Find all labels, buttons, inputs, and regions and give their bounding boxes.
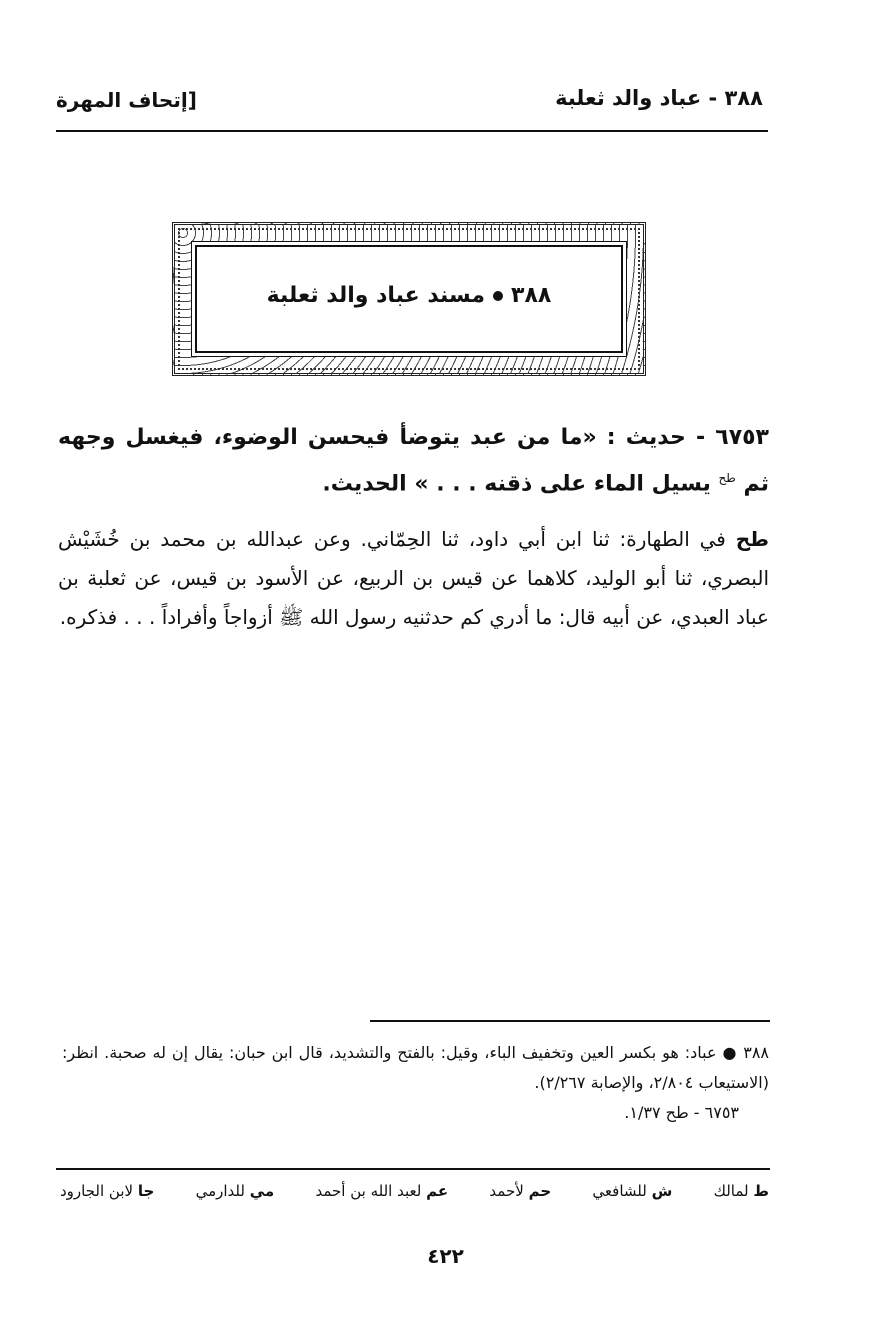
ornamental-frame bbox=[172, 222, 646, 376]
siglum-item: جا لابن الجارود bbox=[60, 1182, 155, 1200]
siglum-item: حم لأحمد bbox=[489, 1182, 552, 1200]
siglum-item: ط لمالك bbox=[713, 1182, 769, 1200]
running-header-section: ٣٨٨ - عباد والد ثعلبة bbox=[555, 86, 763, 110]
siglum-item: عم لعبد الله بن أحمد bbox=[315, 1182, 449, 1200]
hadith-number: ٦٧٥٣ bbox=[715, 425, 769, 450]
sigla-rule bbox=[56, 1168, 770, 1170]
running-header-book-title: [إتحاف المهرة bbox=[56, 88, 197, 112]
sigla-legend bbox=[60, 1182, 769, 1200]
isnad-siglum: طح bbox=[735, 527, 769, 551]
frame-inner-box bbox=[195, 245, 623, 353]
footnote-1: ٣٨٨ ● عباد: هو بكسر العين وتخفيف الباء، وقيل: بالفتح والتشديد، قال ابن حبان: يقال إن له صحبة. انظر: (الاستيعاب ٢/٨٠٤، والإصابة ٢/٢٦٧). bbox=[62, 1043, 769, 1092]
bullet-icon bbox=[493, 291, 503, 301]
musnad-title: مسند عباد والد ثعلبة bbox=[266, 283, 486, 308]
page-number: ٤٢٢ bbox=[427, 1244, 464, 1268]
musnad-number: ٣٨٨ bbox=[511, 283, 552, 308]
siglum-item: مي للدارمي bbox=[195, 1182, 275, 1200]
hadith-intro: - حديث : «ما من عبد يتوضأ فيحسن الوضوء، فيغسل وجهه ثم bbox=[58, 425, 769, 497]
isnad-text: في الطهارة: ثنا ابن أبي داود، ثنا الحِمّاني. وعن عبدالله بن محمد بن خُشَيْش البصري، ثنا أبو الوليد، كلاهما عن قيس بن الربيع، عن الأسود بن قيس، عن ثعلبة بن عباد العبدي، عن أبيه قال: ما أدري كم حدثنيه رسول الله ﷺ أزواجاً وأفراداً . . . فذكره. bbox=[58, 527, 769, 629]
header-rule bbox=[56, 130, 768, 132]
siglum-mark: طح bbox=[718, 471, 736, 485]
footnote-rule bbox=[370, 1020, 770, 1022]
siglum-item: ش للشافعي bbox=[592, 1182, 673, 1200]
hadith-continuation: يسيل الماء على ذقنه . . . » الحديث. bbox=[322, 471, 711, 497]
footnote-2: ٦٧٥٣ - طح ١/٣٧. bbox=[624, 1103, 739, 1122]
hadith-text bbox=[58, 418, 769, 504]
musnad-heading bbox=[197, 283, 621, 308]
footnotes bbox=[62, 1038, 769, 1128]
isnad-paragraph bbox=[58, 520, 769, 637]
